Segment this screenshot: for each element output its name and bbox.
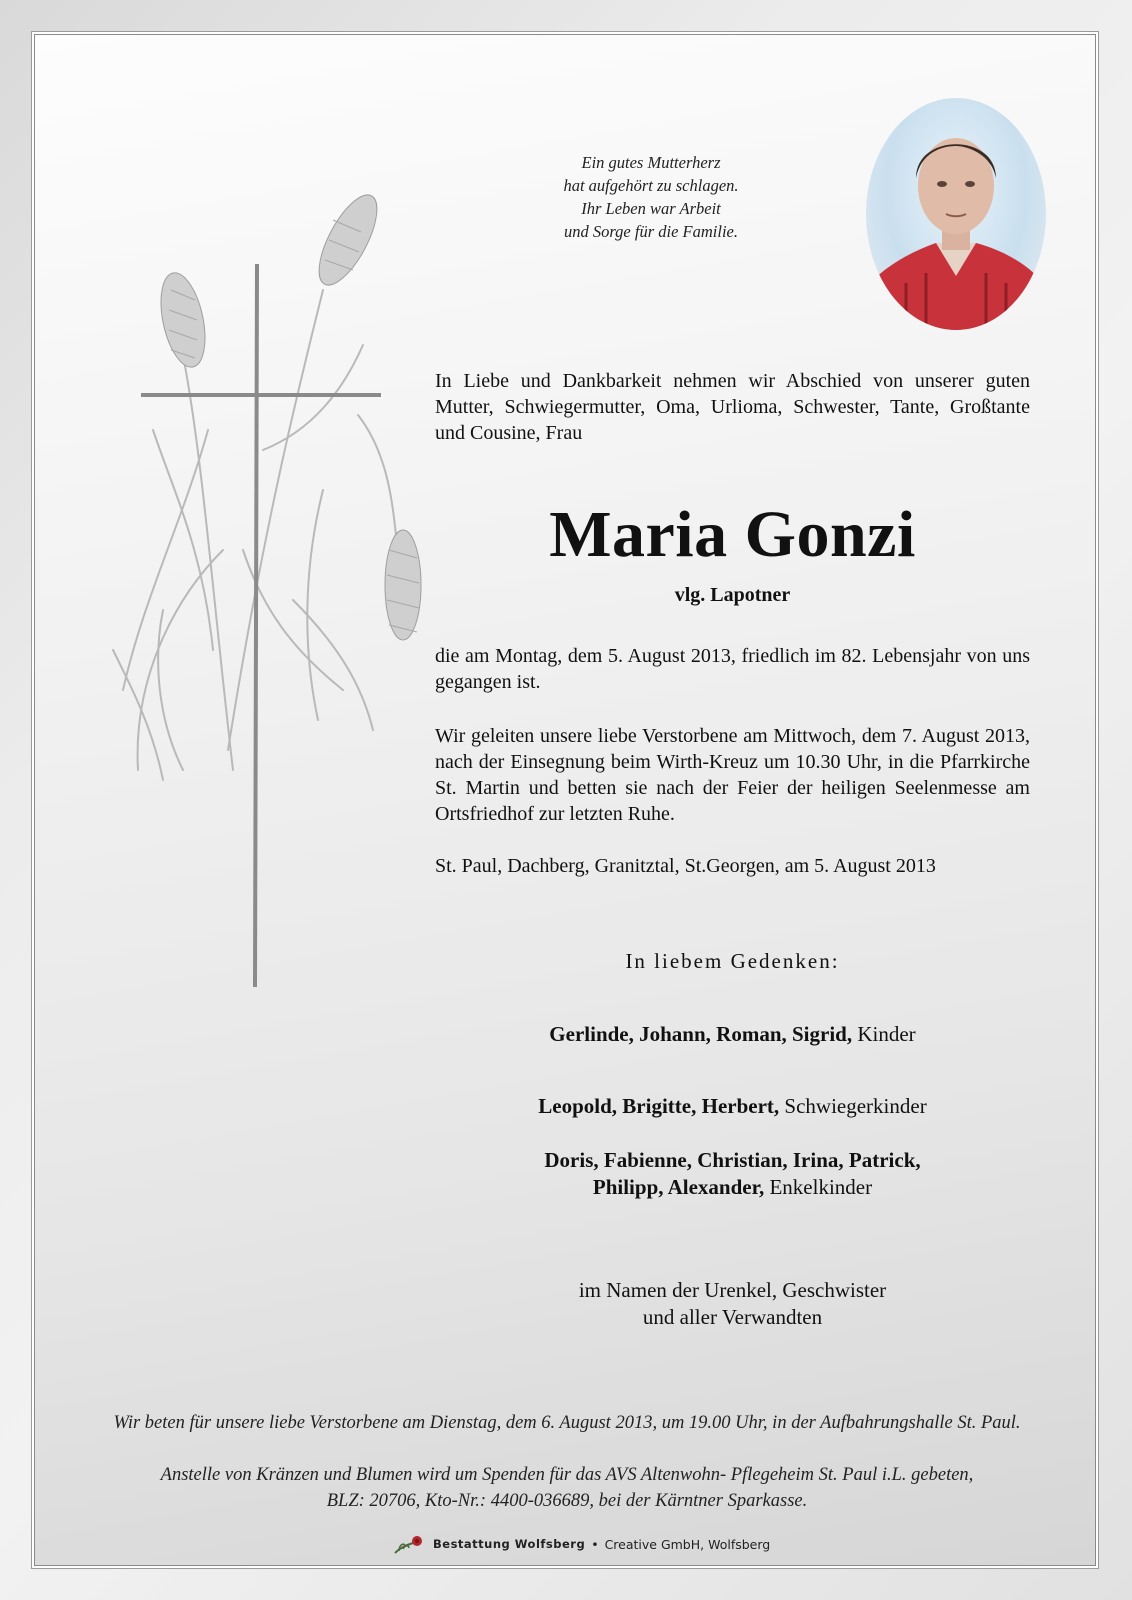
- grandchildren-label: Enkelkinder: [769, 1175, 873, 1199]
- footer-brand: Bestattung Wolfsberg: [433, 1537, 586, 1551]
- obituary-card: [34, 34, 1096, 1566]
- others-line: im Namen der Urenkel, Geschwister: [578, 1278, 887, 1302]
- footer-company: Creative GmbH, Wolfsberg: [604, 1536, 771, 1552]
- deceased-nickname: vlg. Lapotner: [674, 584, 791, 606]
- donation-line: BLZ: 20706, Kto-Nr.: 4400-036689, bei der Kärntner Sparkasse.: [326, 1491, 808, 1511]
- motto-line: Ein gutes Mutterherz: [581, 153, 721, 172]
- prayer-notice: Wir beten für unsere liebe Verstorbene am Dienstag, dem 6. August 2013, um 19.00 Uhr, in der Aufbahrungshalle St. Paul.: [113, 1413, 1021, 1433]
- place-date: St. Paul, Dachberg, Granitztal, St.Georgen, am 5. August 2013: [435, 855, 936, 877]
- donation-line: Anstelle von Kränzen und Blumen wird um Spenden für das AVS Altenwohn- Pflegeheim St. Paul i.L. gebeten,: [160, 1465, 974, 1485]
- family-grandchildren: [435, 1147, 1030, 1201]
- footer: [393, 1532, 770, 1556]
- inlaws-label: Schwiegerkinder: [784, 1094, 927, 1118]
- remembrance-heading: In liebem Gedenken:: [625, 949, 840, 973]
- funeral-notice: Wir geleiten unsere liebe Verstorbene am Mittwoch, dem 7. August 2013, nach der Einsegnung beim Wirth-Kreuz um 10.30 Uhr, in die Pfarrkirche St. Martin und betten sie nach der Feier der heiligen Seelenmesse am Ortsfriedhof zur letzten Ruhe.: [435, 725, 1030, 825]
- intro-paragraph: In Liebe und Dankbarkeit nehmen wir Abschied von unserer guten Mutter, Schwiegermutter, Oma, Urlioma, Schwester, Tante, Großtante und Cousine, Frau: [435, 370, 1030, 444]
- footer-separator: •: [591, 1536, 599, 1552]
- motto: [521, 151, 781, 243]
- family-children: [435, 1021, 1030, 1048]
- motto-line: hat aufgehört zu schlagen.: [563, 176, 739, 195]
- inlaws-names: Leopold, Brigitte, Herbert,: [538, 1094, 780, 1118]
- grandchildren-names: Doris, Fabienne, Christian, Irina, Patrick,: [544, 1148, 921, 1172]
- motto-line: Ihr Leben war Arbeit: [581, 199, 721, 218]
- children-names: Gerlinde, Johann, Roman, Sigrid,: [549, 1022, 853, 1046]
- motto-line: und Sorge für die Familie.: [564, 222, 738, 241]
- family-others: [435, 1277, 1030, 1331]
- family-inlaws: [435, 1093, 1030, 1120]
- deceased-name: Maria Gonzi: [549, 498, 916, 571]
- children-label: Kinder: [857, 1022, 916, 1046]
- donation-notice: [21, 1462, 1113, 1514]
- grandchildren-names: Philipp, Alexander,: [592, 1175, 765, 1199]
- portrait-photo: [866, 98, 1046, 330]
- cross-with-wheat-icon: [63, 130, 423, 1010]
- rose-icon: [393, 1533, 427, 1555]
- others-line: und aller Verwandten: [642, 1305, 823, 1329]
- death-notice: die am Montag, dem 5. August 2013, friedlich im 82. Lebensjahr von uns gegangen ist.: [435, 645, 1030, 693]
